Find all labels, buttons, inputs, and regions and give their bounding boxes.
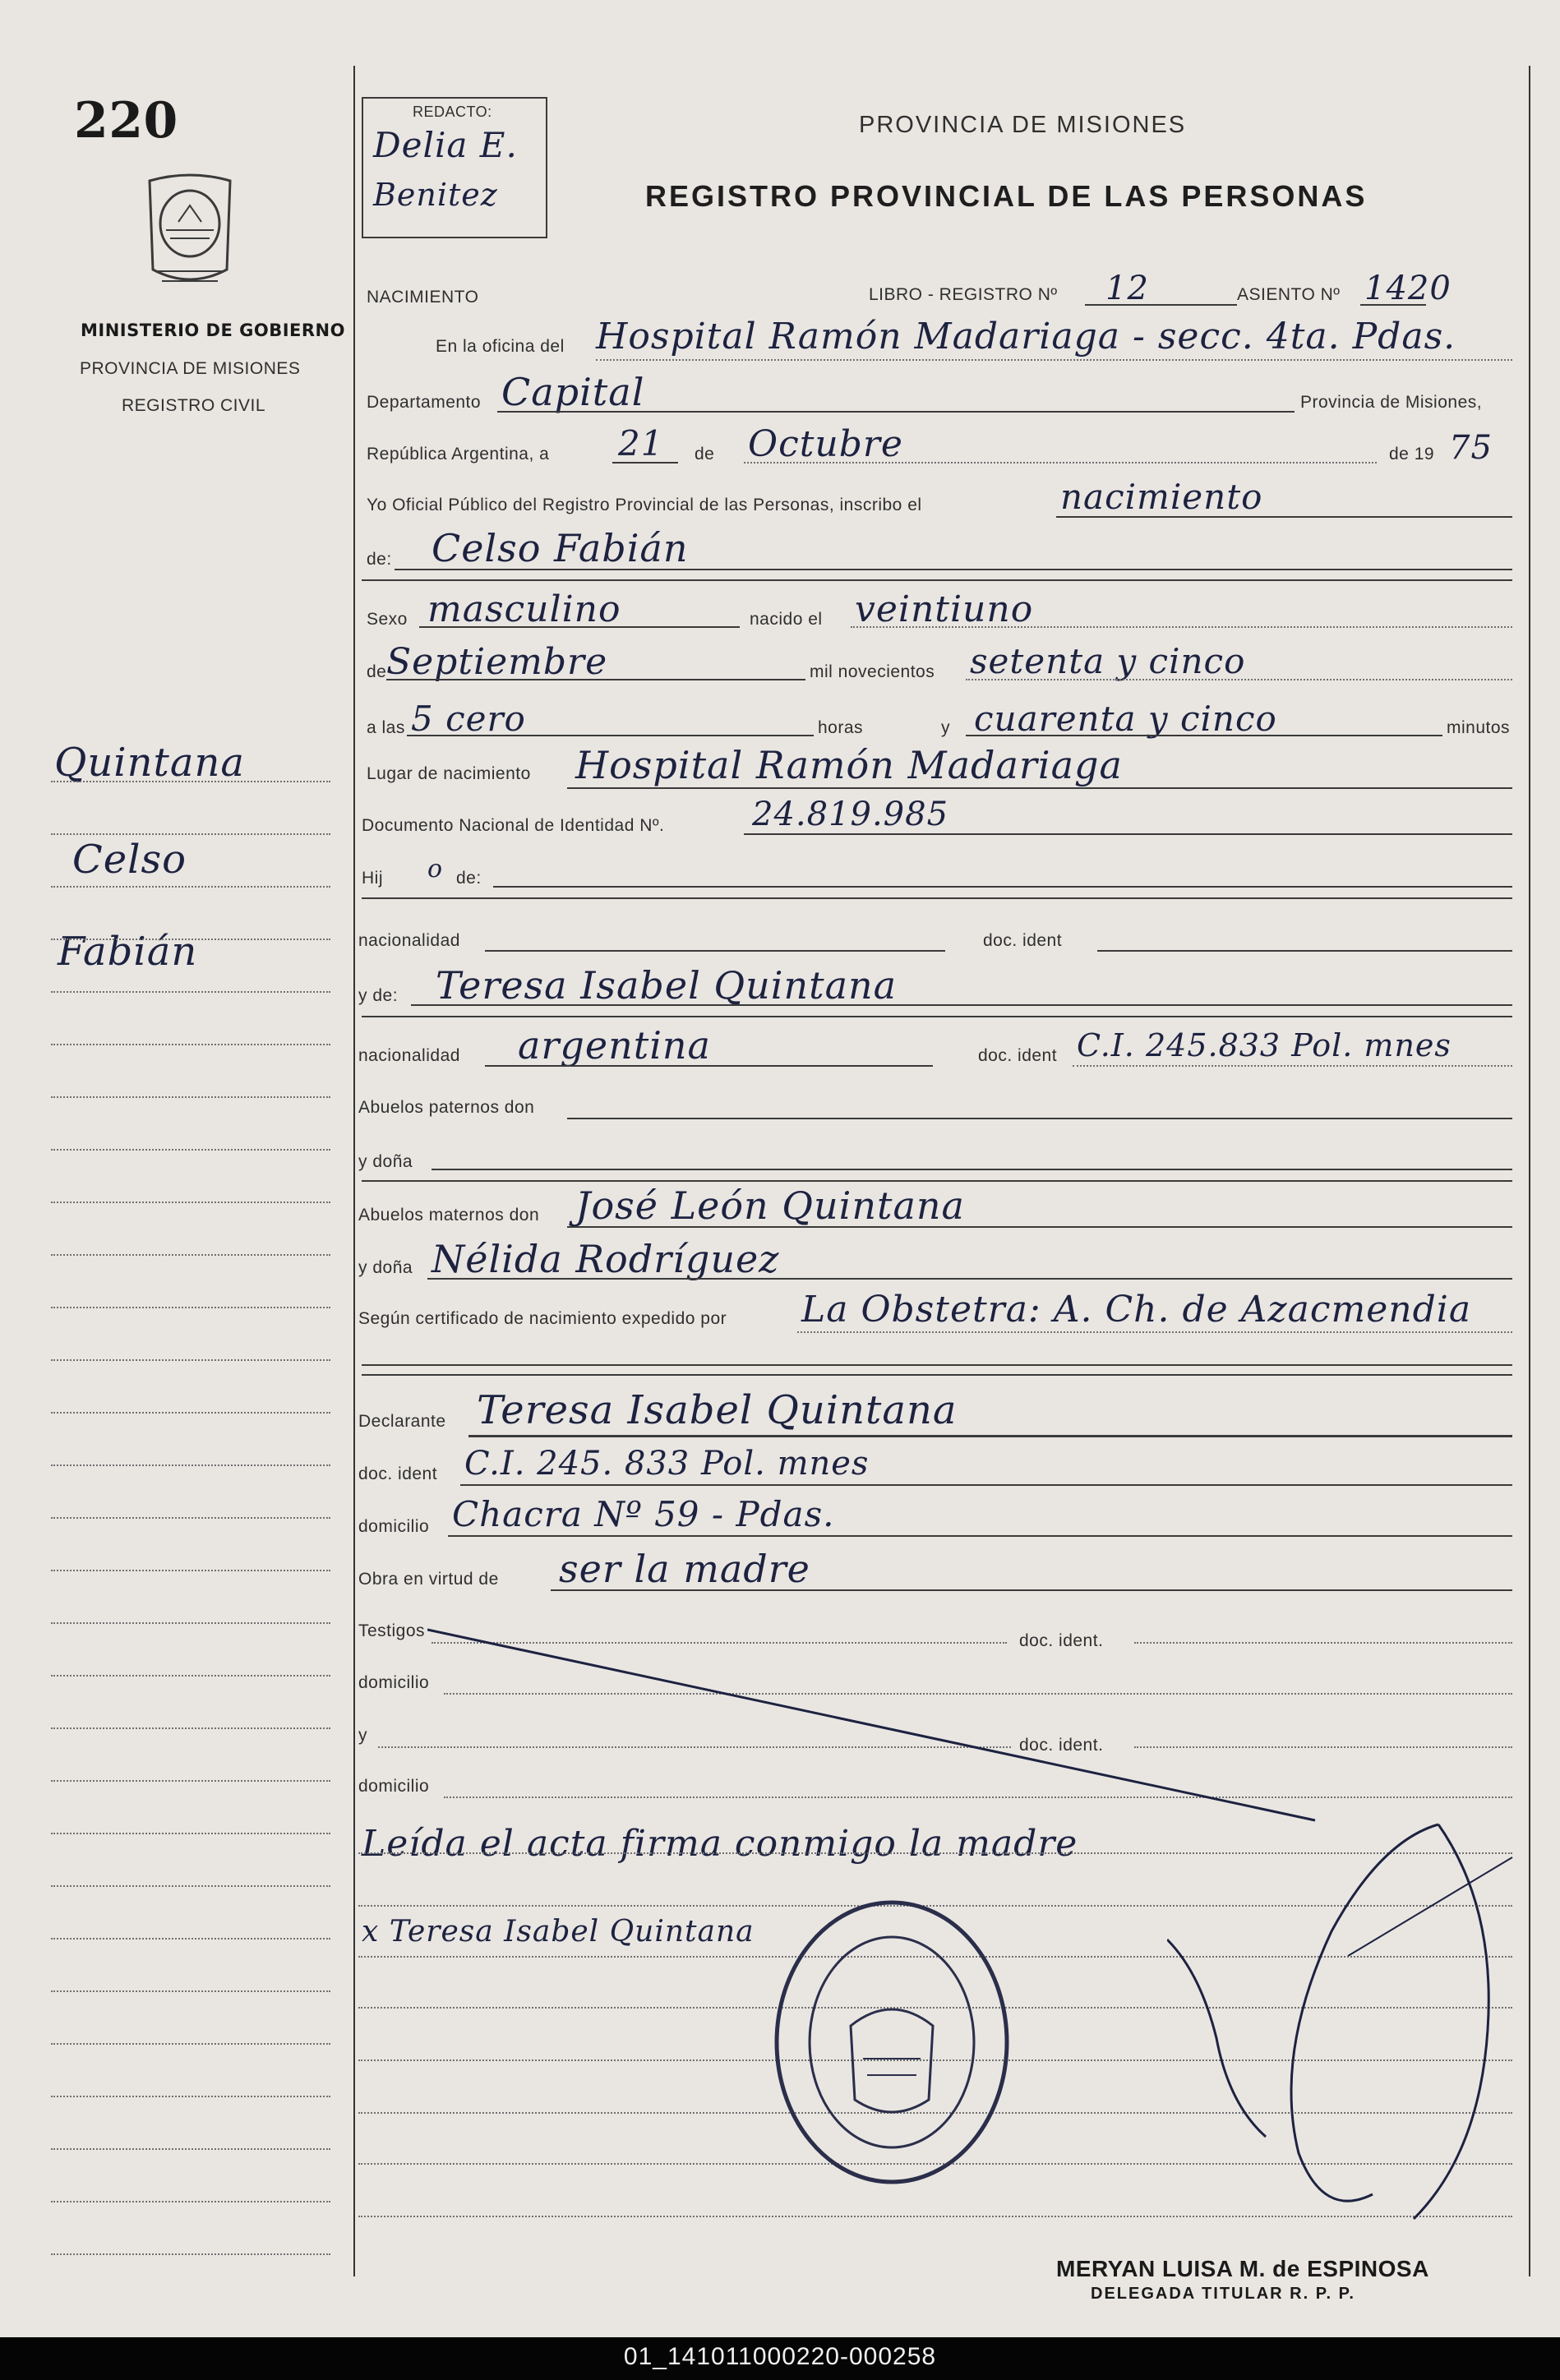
sidebar-rule [51,1570,330,1571]
sidebar-rule [51,1096,330,1098]
hora-value: 5 cero [411,699,526,739]
de-mes-label: de [367,662,387,681]
sidebar-rule [51,2096,330,2097]
cancel-stroke [427,1623,1332,1829]
nacionalidad2-value: argentina [518,1023,711,1068]
yo-oficial-value: nacimiento [1060,477,1263,517]
sidebar-rule [51,1202,330,1203]
mil-label: mil novecientos [810,662,935,681]
y2-label: y [358,1726,367,1745]
firma-value: x Teresa Isabel Quintana [362,1915,755,1949]
form-left-border [353,66,355,2276]
sidebar-rule [51,1149,330,1151]
libro-label: LIBRO - REGISTRO Nº [869,285,1058,304]
oficina-value: Hospital Ramón Madariaga - secc. 4ta. Pdas. [596,316,1456,357]
seal-text [0,0,1,1]
declarante-value: Teresa Isabel Quintana [477,1387,958,1433]
a-las-label: a las [367,718,405,737]
abuelos-maternos-label: Abuelos maternos don [358,1206,540,1225]
libro-value: 12 [1105,270,1149,307]
sexo-value: masculino [427,588,621,630]
y-dona2-label: y doña [358,1258,413,1277]
sidebar-rule [51,939,330,940]
hijo-label: Hij [362,869,383,888]
declarante-label: Declarante [358,1412,446,1431]
page-number: 220 [74,92,178,150]
sidebar-rule [51,2043,330,2045]
page-title: REGISTRO PROVINCIAL DE LAS PERSONAS [645,179,1368,213]
nacimiento-label: NACIMIENTO [367,288,479,307]
sidebar-rule [51,1359,330,1361]
minutos-label: minutos [1447,718,1511,737]
departamento-value: Capital [501,370,645,414]
sidebar-rule [51,1622,330,1624]
domicilio-label: domicilio [358,1517,430,1536]
official-name: MERYAN LUISA M. de ESPINOSA [1056,2256,1429,2281]
doc-ident4-label: doc. ident. [1019,1631,1104,1650]
provincia-label: Provincia de Misiones, [1300,393,1483,412]
hijo-suffix: o [427,855,444,883]
sidebar-rule [51,1833,330,1834]
nombre-value: Celso Fabián [432,526,689,570]
certificado-label: Según certificado de nacimiento expedido por [358,1309,727,1328]
certificado-value: La Obstetra: A. Ch. de Azacmendia [801,1289,1472,1331]
province-label: PROVINCIA DE MISIONES [80,359,301,378]
doc-ident2-label: doc. ident [978,1046,1058,1065]
margin-note-second-name: Fabián [58,929,198,975]
dia-value: 21 [618,423,664,464]
obra-label: Obra en virtud de [358,1570,499,1589]
form-right-border [1529,66,1530,2276]
y-de-label: y de: [358,986,399,1005]
sidebar-rule [51,1885,330,1887]
nacionalidad2-label: nacionalidad [358,1046,460,1065]
sexo-label: Sexo [367,610,408,629]
abuela-materna-value: Nélida Rodríguez [432,1237,780,1281]
y-dona-label: y doña [358,1152,413,1171]
registry-label: REGISTRO CIVIL [122,396,266,415]
nacido-value: veintiuno [855,588,1034,630]
sidebar-rule [51,1727,330,1729]
lugar-value: Hospital Ramón Madariaga [575,743,1123,787]
domicilio2-label: domicilio [358,1673,430,1692]
doc-ident3-label: doc. ident [358,1464,438,1483]
madre-value: Teresa Isabel Quintana [436,963,898,1008]
sidebar-rule [51,1412,330,1414]
obra-value: ser la madre [559,1547,810,1591]
footer-id: 01_141011000220-000258 [623,2343,937,2370]
official-signature [1167,1808,1521,2235]
republica-label: República Argentina, a [367,445,550,464]
nacionalidad-label: nacionalidad [358,931,460,950]
header-province: PROVINCIA DE MISIONES [859,112,1187,138]
y-label: y [941,718,950,737]
sidebar-rule [51,1254,330,1256]
abuelos-paternos-label: Abuelos paternos don [358,1098,535,1117]
nacido-mes-value: Septiembre [386,641,608,683]
yo-oficial-label: Yo Oficial Público del Registro Provincial de las Personas, inscribo el [367,496,922,514]
domicilio3-label: domicilio [358,1777,430,1796]
sidebar-rule [51,781,330,782]
sidebar-rule [51,2201,330,2202]
sidebar-rule [51,1517,330,1519]
nacido-label: nacido el [750,610,823,629]
margin-note-surname: Quintana [54,740,245,786]
hijo-de-label: de: [456,869,482,888]
mil-value: setenta y cinco [970,641,1246,681]
official-role: DELEGADA TITULAR R. P. P. [1091,2285,1355,2303]
sidebar-rule [51,1044,330,1045]
sidebar-rule [51,1938,330,1940]
domicilio-value: Chacra Nº 59 - Pdas. [452,1494,835,1534]
anio-value: 75 [1449,429,1493,467]
dni-value: 24.819.985 [752,796,949,833]
asiento-value: 1420 [1364,270,1452,307]
sidebar-rule [51,1675,330,1677]
dni-label: Documento Nacional de Identidad Nº. [362,816,665,835]
sidebar-rule [51,1990,330,1992]
de-label-2: de: [367,550,392,569]
redacto-label: REDACTO: [413,104,492,120]
doc-ident5-label: doc. ident. [1019,1736,1104,1755]
abuelo-materno-value: José León Quintana [575,1183,965,1228]
ministry-label: MINISTERIO DE GOBIERNO [81,321,345,340]
de-label: de [695,445,715,464]
doc-ident3-value: C.I. 245. 833 Pol. mnes [464,1445,870,1483]
official-seal-stamp [768,1894,1015,2190]
sidebar-rule [51,886,330,888]
oficina-label: En la oficina del [436,337,565,356]
lugar-label: Lugar de nacimiento [367,764,531,783]
sidebar-rule [51,1307,330,1308]
redacto-box [362,97,547,238]
departamento-label: Departamento [367,393,482,412]
minutos-value: cuarenta y cinco [974,699,1277,739]
doc-ident2-value: C.I. 245.833 Pol. mnes [1077,1027,1452,1063]
sidebar-rule [51,1464,330,1466]
sidebar-rule [51,1780,330,1782]
horas-label: horas [818,718,864,737]
redacto-signature-line2: Benitez [373,177,498,213]
margin-note-first-name: Celso [72,837,187,883]
coat-of-arms-icon [141,173,238,296]
sidebar-rule [51,833,330,835]
mes-value: Octubre [748,423,903,465]
redacto-signature-line1: Delia E. [373,125,518,165]
leida-value: Leída el acta firma conmigo la madre [362,1823,1078,1865]
testigos-label: Testigos [358,1621,426,1640]
asiento-label: ASIENTO Nº [1237,285,1341,304]
sidebar-rule [51,991,330,993]
doc-ident-label: doc. ident [983,931,1063,950]
sidebar-rule [51,2253,330,2255]
sidebar-rule [51,2148,330,2150]
de-anio-label: de 19 [1389,445,1435,464]
